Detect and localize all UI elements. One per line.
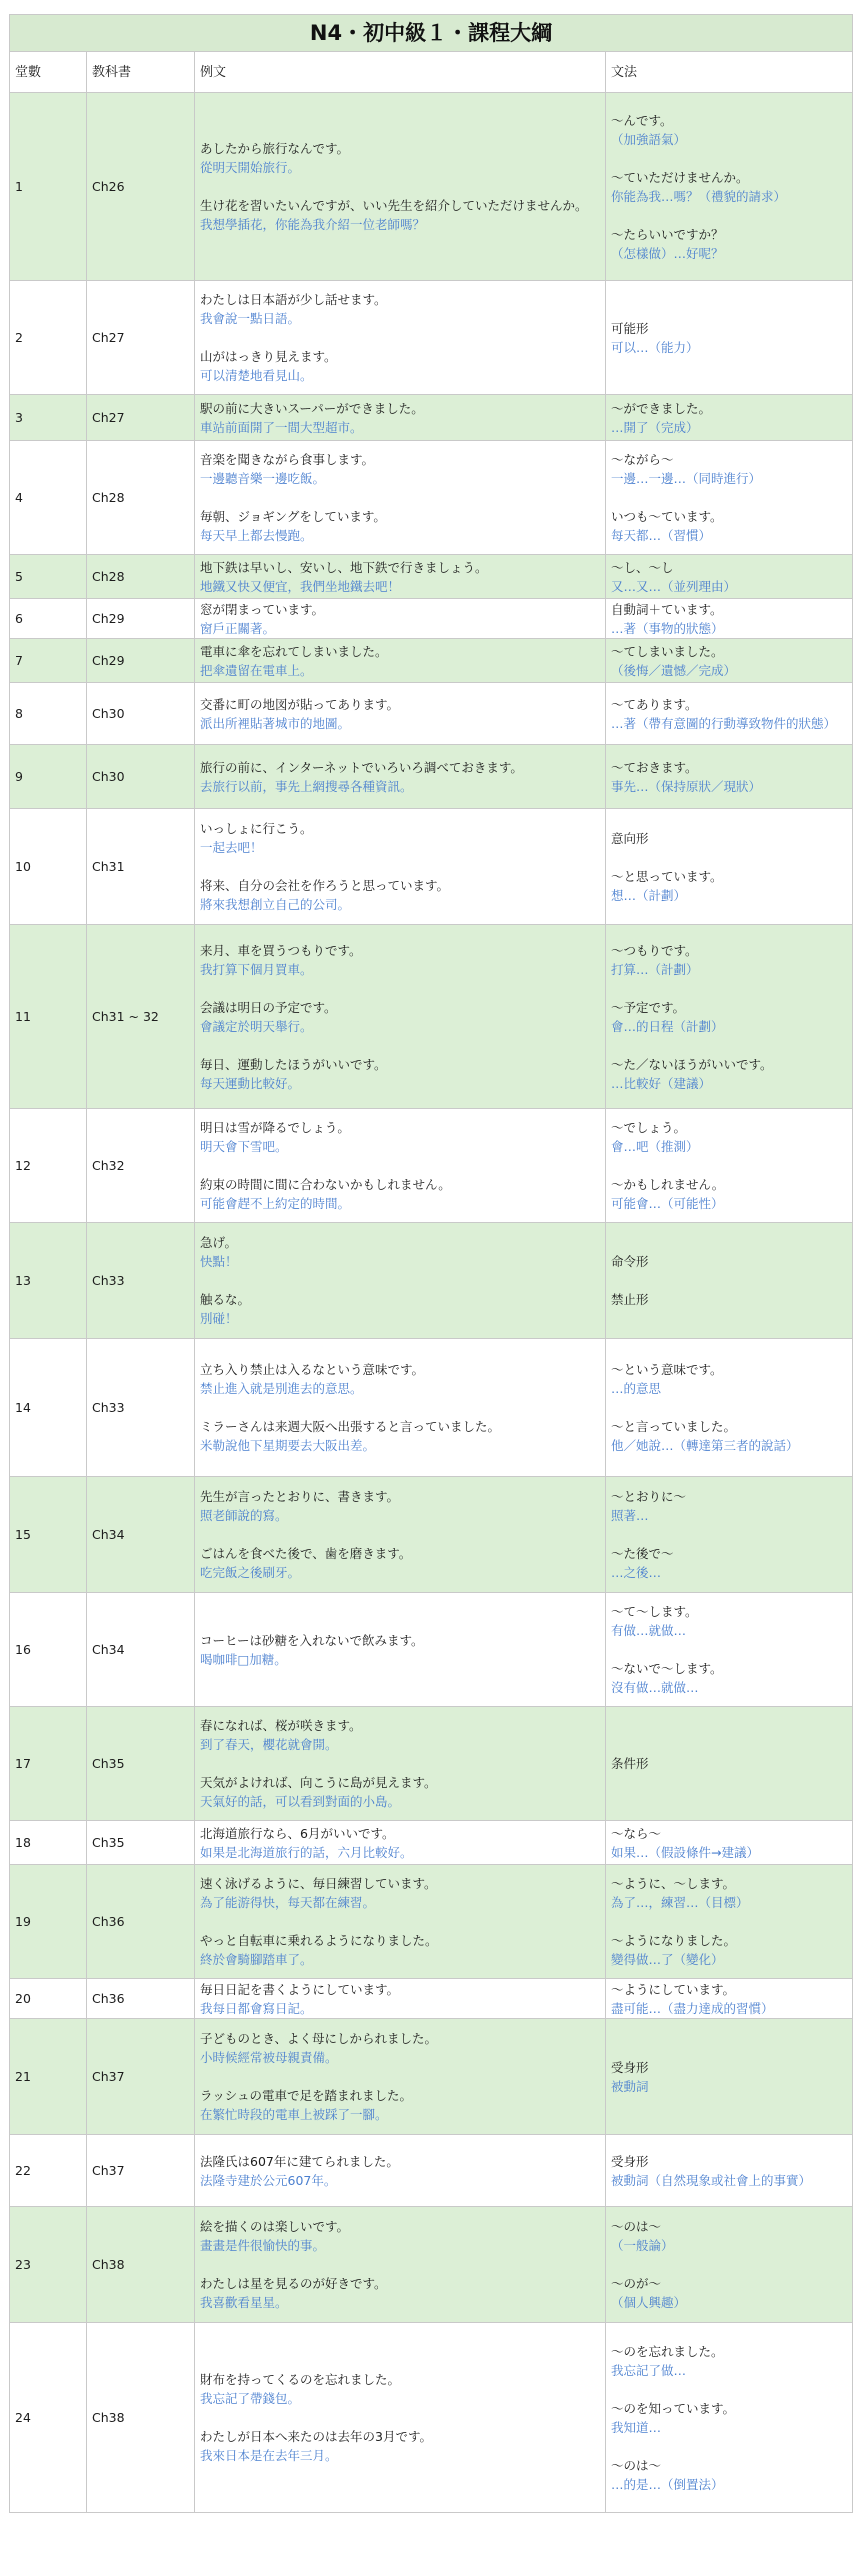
grammar-note: 你能為我…嗎？（禮貌的請求） [611, 188, 787, 204]
textbook-chapter: Ch33 [87, 1339, 195, 1477]
table-row [10, 555, 853, 599]
example-translation: 我想學插花，你能為我介紹一位老師嗎？ [200, 217, 426, 232]
example-translation: 車站前面開了一間大型超市。 [200, 419, 363, 435]
example-translation: 明天會下雪吧。 [200, 1139, 288, 1154]
lesson-number: 6 [10, 599, 87, 639]
example-translation: 會議定於明天舉行。 [200, 1018, 313, 1034]
lesson-number: 7 [10, 639, 87, 683]
grammar-pattern: 意向形 [611, 830, 649, 846]
table-row [10, 1979, 853, 2019]
grammar-pattern: ～て～します。 [611, 1604, 698, 1619]
header-grammar: 文法 [606, 52, 853, 93]
example-cell [195, 1979, 606, 2019]
grammar-pattern: いつも～ています。 [611, 509, 723, 524]
lesson-number: 16 [10, 1593, 87, 1707]
table-row [10, 1821, 853, 1865]
grammar-cell [606, 395, 853, 441]
grammar-pattern: 禁止形 [611, 1292, 649, 1307]
grammar-pattern: ～ておきます。 [611, 759, 698, 775]
example-translation: 如果是北海道旅行的話，六月比較好。 [200, 1844, 413, 1860]
example-cell [195, 639, 606, 683]
grammar-pattern: ～てしまいました。 [611, 643, 724, 659]
grammar-cell [606, 639, 853, 683]
example-japanese: 急げ。 [200, 1235, 238, 1250]
grammar-cell [606, 281, 853, 395]
header-textbook: 教科書 [87, 52, 195, 93]
lesson-number: 18 [10, 1821, 87, 1865]
example-japanese: 財布を持ってくるのを忘れました。 [200, 2372, 401, 2387]
table-row [10, 639, 853, 683]
grammar-cell [606, 1223, 853, 1339]
grammar-pattern: 受身形 [611, 2059, 649, 2075]
grammar-note: 打算…（計劃） [611, 961, 699, 977]
grammar-cell [606, 745, 853, 809]
grammar-cell [606, 1477, 853, 1593]
example-translation: 我來日本是在去年三月。 [200, 2448, 338, 2463]
lesson-number: 24 [10, 2323, 87, 2513]
example-japanese: 来月、車を買うつもりです。 [200, 942, 362, 958]
grammar-cell [606, 2323, 853, 2513]
lesson-number: 5 [10, 555, 87, 599]
textbook-chapter: Ch36 [87, 1979, 195, 2019]
grammar-note: 被動詞 [611, 2078, 649, 2094]
table-row [10, 2135, 853, 2207]
example-cell [195, 93, 606, 281]
grammar-note: （怎樣做）…好呢？ [611, 245, 724, 261]
example-japanese: 北海道旅行なら、6月がいいです。 [200, 1825, 395, 1841]
example-cell [195, 395, 606, 441]
grammar-cell [606, 1593, 853, 1707]
textbook-chapter: Ch38 [87, 2323, 195, 2513]
textbook-chapter: Ch27 [87, 395, 195, 441]
grammar-note: 我忘記了做… [611, 2362, 687, 2378]
lesson-number: 3 [10, 395, 87, 441]
textbook-chapter: Ch31 [87, 809, 195, 925]
textbook-chapter: Ch28 [87, 441, 195, 555]
grammar-note: …之後… [611, 1565, 662, 1580]
grammar-pattern: 自動詞＋ています。 [611, 601, 723, 617]
grammar-cell [606, 2207, 853, 2323]
example-japanese: 絵を描くのは楽しいです。 [200, 2219, 350, 2234]
example-translation: 終於會騎腳踏車了。 [200, 1952, 313, 1967]
grammar-note: （個人興趣） [611, 2295, 687, 2310]
example-translation: 禁止進入就是別進去的意思。 [200, 1381, 363, 1396]
grammar-cell [606, 1865, 853, 1979]
grammar-note: 可能會…（可能性） [611, 1196, 724, 1211]
example-translation: 一邊聽音樂一邊吃飯。 [200, 471, 326, 486]
grammar-note: 照著… [611, 1508, 649, 1523]
grammar-cell [606, 93, 853, 281]
table-row [10, 809, 853, 925]
grammar-pattern: ～ようにしています。 [611, 1981, 736, 1997]
example-translation: 快點！ [200, 1254, 238, 1269]
example-translation: 把傘遺留在電車上。 [200, 662, 313, 678]
example-translation: 窗戶正關著。 [200, 620, 276, 636]
grammar-pattern: ～つもりです。 [611, 942, 698, 958]
textbook-chapter: Ch31 ~ 32 [87, 925, 195, 1109]
example-japanese: 会議は明日の予定です。 [200, 999, 337, 1015]
example-translation: 我每日都會寫日記。 [200, 2000, 313, 2016]
example-cell [195, 1593, 606, 1707]
grammar-note: 可以…（能力） [611, 339, 699, 355]
example-translation: 畫畫是件很愉快的事。 [200, 2238, 326, 2253]
grammar-note: …的是…（倒置法） [611, 2476, 724, 2492]
title-row [10, 15, 853, 52]
grammar-pattern: ～し、～し [611, 559, 674, 575]
grammar-note: 他／她說…（轉達第三者的說話） [611, 1438, 799, 1453]
example-japanese: 電車に傘を忘れてしまいました。 [200, 643, 388, 659]
example-translation: 可以清楚地看見山。 [200, 368, 313, 383]
example-japanese: 春になれば、桜が咲きます。 [200, 1718, 362, 1733]
grammar-note: 每天都…（習慣） [611, 528, 712, 543]
table-row [10, 683, 853, 745]
page-title: N4・初中級１・課程大綱 [10, 15, 853, 52]
grammar-pattern: ～と言っていました。 [611, 1419, 737, 1434]
textbook-chapter: Ch35 [87, 1707, 195, 1821]
grammar-pattern: ～ようになりました。 [611, 1933, 737, 1948]
example-cell [195, 745, 606, 809]
grammar-pattern: ～ができました。 [611, 400, 712, 416]
example-japanese: 駅の前に大きいスーパーができました。 [200, 400, 424, 416]
grammar-note: …著（事物的狀態） [611, 620, 724, 636]
example-japanese: 音楽を聞きながら食事します。 [200, 452, 375, 467]
grammar-note: 沒有做…就做… [611, 1680, 699, 1695]
example-japanese: 約束の時間に間に合わないかもしれません。 [200, 1177, 451, 1192]
example-japanese: 将来、自分の会社を作ろうと思っています。 [200, 878, 450, 893]
grammar-note: 我知道… [611, 2419, 662, 2435]
lesson-number: 21 [10, 2019, 87, 2135]
example-cell [195, 683, 606, 745]
example-translation: 每天早上都去慢跑。 [200, 528, 313, 543]
example-translation: 法隆寺建於公元607年。 [200, 2172, 337, 2188]
example-translation: 我打算下個月買車。 [200, 961, 313, 977]
grammar-pattern: ～とおりに～ [611, 1489, 687, 1504]
example-japanese: わたしは星を見るのが好きです。 [200, 2276, 387, 2291]
grammar-pattern: ～のが～ [611, 2276, 662, 2291]
lesson-number: 2 [10, 281, 87, 395]
grammar-note: 又…又…（並列理由） [611, 578, 737, 594]
lesson-number: 15 [10, 1477, 87, 1593]
grammar-pattern: ～のは～ [611, 2219, 662, 2234]
grammar-note: （後悔／遺憾／完成） [611, 662, 737, 678]
table-row [10, 1593, 853, 1707]
example-cell [195, 555, 606, 599]
lesson-number: 11 [10, 925, 87, 1109]
lesson-number: 12 [10, 1109, 87, 1223]
textbook-chapter: Ch27 [87, 281, 195, 395]
grammar-pattern: ～という意味です。 [611, 1362, 723, 1377]
textbook-chapter: Ch36 [87, 1865, 195, 1979]
table-row [10, 1223, 853, 1339]
table-row [10, 1477, 853, 1593]
grammar-note: （一般論） [611, 2238, 674, 2253]
example-japanese: 子どものとき、よく母にしかられました。 [200, 2031, 438, 2046]
grammar-pattern: 受身形 [611, 2153, 649, 2169]
example-japanese: 山がはっきり見えます。 [200, 349, 337, 364]
grammar-pattern: ～のを忘れました。 [611, 2343, 724, 2359]
example-translation: 地鐵又快又便宜，我們坐地鐵去吧！ [200, 578, 401, 594]
textbook-chapter: Ch29 [87, 639, 195, 683]
example-cell [195, 599, 606, 639]
grammar-pattern: ～てあります。 [611, 696, 698, 712]
table-body [10, 93, 853, 2513]
textbook-chapter: Ch35 [87, 1821, 195, 1865]
grammar-note: 被動詞（自然現象或社會上的事實） [611, 2172, 812, 2188]
grammar-note: …開了（完成） [611, 419, 699, 435]
example-cell [195, 1865, 606, 1979]
example-japanese: コーヒーは砂糖を入れないで飲みます。 [200, 1632, 424, 1648]
example-cell [195, 809, 606, 925]
table-row [10, 745, 853, 809]
example-japanese: ラッシュの電車で足を踏まれました。 [200, 2088, 413, 2103]
grammar-pattern: ～予定です。 [611, 999, 686, 1015]
example-cell [195, 1707, 606, 1821]
example-translation: 到了春天，櫻花就會開。 [200, 1737, 338, 1752]
grammar-note: …比較好（建議） [611, 1075, 712, 1091]
lesson-number: 17 [10, 1707, 87, 1821]
grammar-pattern: ～なら～ [611, 1825, 662, 1841]
grammar-note: 有做…就做… [611, 1623, 687, 1638]
grammar-pattern: 条件形 [611, 1756, 649, 1771]
textbook-chapter: Ch32 [87, 1109, 195, 1223]
table-row [10, 395, 853, 441]
grammar-note: 會…的日程（計劃） [611, 1018, 724, 1034]
lesson-number: 14 [10, 1339, 87, 1477]
grammar-cell [606, 599, 853, 639]
example-japanese: 生け花を習いたいんですが、いい先生を紹介していただけませんか。 [200, 198, 588, 213]
grammar-pattern: 命令形 [611, 1254, 649, 1269]
grammar-note: 變得做…了（變化） [611, 1952, 724, 1967]
header-row [10, 52, 853, 93]
grammar-note: 會…吧（推測） [611, 1139, 699, 1154]
lesson-number: 20 [10, 1979, 87, 2019]
example-cell [195, 1339, 606, 1477]
grammar-pattern: ～た後で～ [611, 1546, 674, 1561]
grammar-cell [606, 1109, 853, 1223]
example-translation: 我會說一點日語。 [200, 311, 301, 326]
grammar-pattern: ～ないで～します。 [611, 1661, 723, 1676]
table-row [10, 2323, 853, 2513]
header-lesson: 堂數 [10, 52, 87, 93]
textbook-chapter: Ch37 [87, 2135, 195, 2207]
grammar-note: 如果…（假設條件→建議） [611, 1844, 759, 1860]
lesson-number: 9 [10, 745, 87, 809]
example-translation: 將來我想創立自己的公司。 [200, 897, 351, 912]
example-translation: 我喜歡看星星。 [200, 2295, 288, 2310]
table-row [10, 281, 853, 395]
example-japanese: 毎日、運動したほうがいいです。 [200, 1056, 387, 1072]
textbook-chapter: Ch26 [87, 93, 195, 281]
example-translation: 在繁忙時段的電車上被踩了一腳。 [200, 2107, 388, 2122]
example-japanese: 法隆氏は607年に建てられました。 [200, 2153, 399, 2169]
example-japanese: やっと自転車に乗れるようになりました。 [200, 1933, 438, 1948]
example-japanese: 天気がよければ、向こうに島が見えます。 [200, 1775, 437, 1790]
grammar-cell [606, 2135, 853, 2207]
example-japanese: 毎朝、ジョギングをしています。 [200, 509, 386, 524]
table-row [10, 1865, 853, 1979]
grammar-cell [606, 1979, 853, 2019]
grammar-cell [606, 809, 853, 925]
grammar-cell [606, 2019, 853, 2135]
grammar-note: …的意思 [611, 1381, 662, 1396]
example-japanese: わたしは日本語が少し話せます。 [200, 292, 387, 307]
lesson-number: 1 [10, 93, 87, 281]
grammar-note: 一邊…一邊…（同時進行） [611, 471, 762, 486]
lesson-number: 23 [10, 2207, 87, 2323]
table-row [10, 441, 853, 555]
grammar-cell [606, 1821, 853, 1865]
grammar-pattern: ～と思っています。 [611, 868, 723, 884]
textbook-chapter: Ch34 [87, 1593, 195, 1707]
grammar-note: 為了…，練習…（目標） [611, 1895, 749, 1910]
example-translation: 吃完飯之後刷牙。 [200, 1565, 301, 1580]
example-translation: 可能會趕不上約定的時間。 [200, 1196, 351, 1211]
example-cell [195, 925, 606, 1109]
example-japanese: わたしが日本へ来たのは去年の3月です。 [200, 2429, 432, 2444]
grammar-pattern: ～でしょう。 [611, 1120, 687, 1135]
header-example: 例文 [195, 52, 606, 93]
lesson-number: 4 [10, 441, 87, 555]
example-japanese: ごはんを食べた後で、歯を磨きます。 [200, 1546, 412, 1561]
grammar-pattern: ～ていただけませんか。 [611, 169, 749, 185]
textbook-chapter: Ch30 [87, 683, 195, 745]
grammar-pattern: ～のは～ [611, 2457, 662, 2473]
example-japanese: 交番に町の地図が貼ってあります。 [200, 696, 400, 712]
textbook-chapter: Ch28 [87, 555, 195, 599]
textbook-chapter: Ch33 [87, 1223, 195, 1339]
table-row [10, 2019, 853, 2135]
grammar-pattern: ～んです。 [611, 112, 673, 128]
example-japanese: あしたから旅行なんです。 [200, 141, 350, 156]
example-translation: 每天運動比較好。 [200, 1075, 301, 1091]
example-cell [195, 2323, 606, 2513]
example-translation: 派出所裡貼著城市的地圖。 [200, 715, 351, 731]
lesson-number: 19 [10, 1865, 87, 1979]
grammar-cell [606, 1339, 853, 1477]
table-row [10, 2207, 853, 2323]
grammar-cell [606, 441, 853, 555]
grammar-note: 想…（計劃） [611, 887, 687, 903]
grammar-note: 事先…（保持原狀／現狀） [611, 778, 762, 794]
example-cell [195, 281, 606, 395]
table-row [10, 925, 853, 1109]
example-translation: 去旅行以前，事先上網搜尋各種資訊。 [200, 778, 413, 794]
textbook-chapter: Ch30 [87, 745, 195, 809]
example-translation: 為了能游得快，每天都在練習。 [200, 1895, 376, 1910]
textbook-chapter: Ch34 [87, 1477, 195, 1593]
lesson-number: 13 [10, 1223, 87, 1339]
grammar-note: （加強語氣） [611, 131, 687, 147]
example-japanese: 立ち入り禁止は入るなという意味です。 [200, 1362, 425, 1377]
grammar-pattern: ～たらいいですか？ [611, 226, 724, 242]
textbook-chapter: Ch37 [87, 2019, 195, 2135]
example-japanese: 地下鉄は早いし、安いし、地下鉄で行きましょう。 [200, 559, 488, 575]
example-japanese: 窓が閉まっています。 [200, 601, 325, 617]
example-japanese: 毎日日記を書くようにしています。 [200, 1981, 400, 1997]
example-japanese: いっしょに行こう。 [200, 821, 313, 836]
example-translation: 從明天開始旅行。 [200, 160, 301, 175]
grammar-cell [606, 1707, 853, 1821]
example-japanese: 旅行の前に、インターネットでいろいろ調べておきます。 [200, 759, 523, 775]
grammar-pattern: 可能形 [611, 320, 649, 336]
example-translation: 我忘記了帶錢包。 [200, 2391, 301, 2406]
example-translation: 小時候經常被母親責備。 [200, 2050, 338, 2065]
syllabus-table [9, 14, 853, 2513]
example-cell [195, 1109, 606, 1223]
grammar-note: 盡可能…（盡力達成的習慣） [611, 2000, 774, 2016]
lesson-number: 22 [10, 2135, 87, 2207]
table-row [10, 1109, 853, 1223]
example-japanese: 先生が言ったとおりに、書きます。 [200, 1489, 400, 1504]
example-cell [195, 1821, 606, 1865]
lesson-number: 8 [10, 683, 87, 745]
grammar-cell [606, 925, 853, 1109]
textbook-chapter: Ch38 [87, 2207, 195, 2323]
grammar-pattern: ～のを知っています。 [611, 2400, 736, 2416]
grammar-note: …著（帶有意圖的行動導致物件的狀態） [611, 715, 837, 731]
lesson-number: 10 [10, 809, 87, 925]
example-translation: 一起去吧！ [200, 840, 263, 855]
grammar-cell [606, 683, 853, 745]
example-cell [195, 2019, 606, 2135]
example-translation: 喝咖啡□加糖。 [200, 1651, 287, 1667]
table-row [10, 599, 853, 639]
grammar-cell [606, 555, 853, 599]
grammar-pattern: ～た／ないほうがいいです。 [611, 1056, 773, 1072]
table-row [10, 93, 853, 281]
example-translation: 天氣好的話，可以看到對面的小島。 [200, 1794, 401, 1809]
example-japanese: 速く泳げるように、毎日練習しています。 [200, 1876, 437, 1891]
example-japanese: 明日は雪が降るでしょう。 [200, 1120, 350, 1135]
example-cell [195, 2135, 606, 2207]
grammar-pattern: ～ながら～ [611, 452, 674, 467]
example-cell [195, 441, 606, 555]
example-cell [195, 2207, 606, 2323]
example-japanese: 触るな。 [200, 1292, 251, 1307]
example-japanese: ミラーさんは来週大阪へ出張すると言っていました。 [200, 1419, 501, 1434]
example-cell [195, 1477, 606, 1593]
example-cell [195, 1223, 606, 1339]
grammar-pattern: ～ように、～します。 [611, 1876, 736, 1891]
example-translation: 米勒說他下星期要去大阪出差。 [200, 1438, 376, 1453]
example-translation: 照老師說的寫。 [200, 1508, 288, 1523]
table-row [10, 1339, 853, 1477]
grammar-pattern: ～かもしれません。 [611, 1177, 725, 1192]
textbook-chapter: Ch29 [87, 599, 195, 639]
table-row [10, 1707, 853, 1821]
example-translation: 別碰！ [200, 1311, 238, 1326]
